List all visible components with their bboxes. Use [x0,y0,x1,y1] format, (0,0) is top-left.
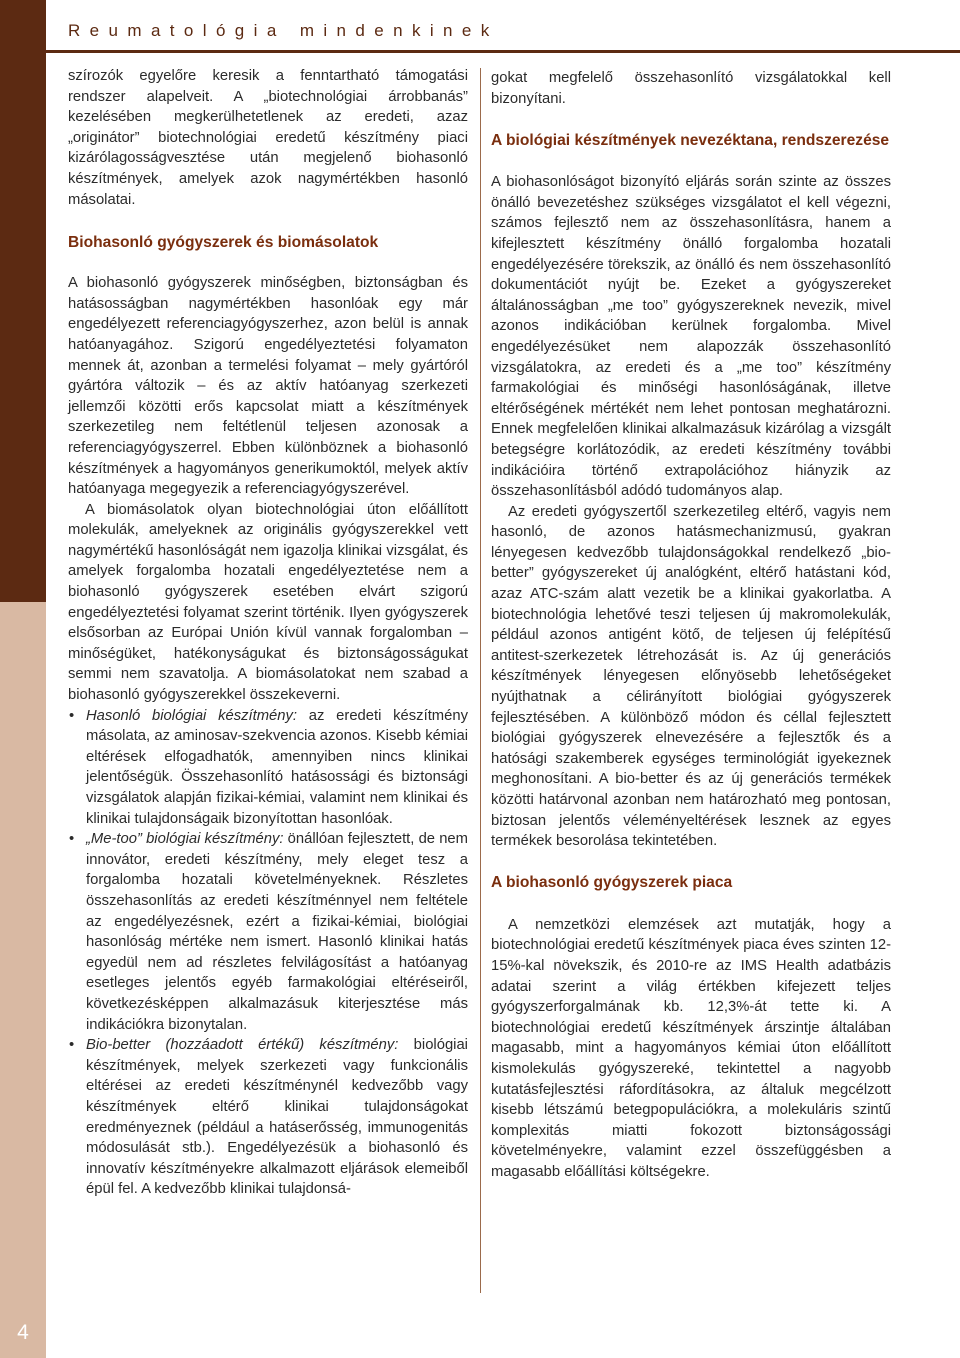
list-item-term: Hasonló biológiai készítmény: [86,707,298,724]
column-divider [480,68,481,1293]
list-item [68,829,468,1035]
paragraph: Az eredeti gyógyszertől szerkezetileg eltérő, vagyis nem hasonló, de azonos hatásmechanizmusú, gyakran lényegesen kedvezőbb tulajdonságokkal rendelkező „bio-better” gyógyszereket új analógként, eltérő hatástani kód, azaz ATC-szám alatt vezetik be a klinikai gyakorlatba. A biotechnológia lehetővé teszi teljesen új makromolekulák, például azonos antigént kötő, de teljesen új felépítésű antitest-szerkezetek létrehozását is. Az új generációs készítmények lényegesen előnyösebb lehetőségeket nyújthatnak a célirányított biológiai gyógyszerek fejlesztésében. A különböző módon és céllal fejlesztett biológiai gyógyszerek elnevezésére a fejlesztők és a hatósági szakemberek egységes terminológiát igyekeznek meghonosítani. A bio-better és az új generációs termékek közötti határvonal azonban nem határozható meg pontosan, biztosan jelentős véleményeltérések lesznek az egyes termékek besorolása tekintetében. [491,503,891,850]
left-column [68,66,468,1200]
list-item [68,706,468,830]
paragraph: A biohasonló gyógyszerek minőségben, biztonságban és hatásosságban nagymértékben hasonlóak egy már engedélyezett referenciagyógyszerhez, azon belül is annak hatóanyagához. Szigorú engedélyeztetési folyamaton mennek át, azonban a termelési folyamat – mely gyártóról gyártóra változik – és az aktív hatóanyag szerkezeti jellemzői közötti erős kapcsolat miatt a készítmények szerkezetileg nem feltétlenül teljesen azonosak a referenciagyógyszerrel. Ebben különböznek a biohasonló készítmények a hagyományos generikumoktól, melyek aktív hatóanyaga megegyezik a referenciagyógyszerével. [68,275,468,498]
paragraph: A biomásolatok olyan biotechnológiai úton előállított molekulák, amelyeknek az originális gyógyszerekkel vett nagymértékű hasonlóságát nem igazolja klinikai vizsgálat, és amelyek forgalomba hozatali engedélyeztetése nem a biohasonló gyógyszerek esetében elvárt szigorú engedélyeztetési folyamat szerint történik. Ilyen gyógyszerek elsősorban az Európai Unión kívül vannak forgalomban – minőségüket, hatékonyságukat és biztonságosságukat semmi nem szavatolja. A biomásolatokat nem szabad a biohasonló gyógyszerekkel összekeverni. [68,501,468,704]
paragraph: A nemzetközi elemzések azt mutatják, hogy a biotechnológiai eredetű készítmények piaca éves szinten 12-15%-kal növekszik, és 2010-re az IMS Health adatbázis adatai szerint a világ értékben kifejezett teljes gyógyszerforgalmának kb. 12,3%-át tette ki. A biotechnológiai eredetű készítmények árszintje általában magasabb, mint a hagyományos kémiai úton előállított kismolekulás gyógyszereké, tekintettel a nagyobb kutatásfejlesztési ráfordításokra, az általuk megcélzott kisebb létszámú betegpopulációkra, a molekuláris szintű komplexitás miatti fokozott biztonságossági követelményekre, valamint ezzel összefüggésben a magasabb előállítási költségekre. [491,916,891,1180]
sidebar-accent-light [0,602,46,1308]
list-item-text: biológiai készítmények, melyek szerkezeti vagy funkcionális eltérései az eredeti készítménynél kedvezőbb vagy készítmények eltérő klinikai tulajdonságokat eredményeznek (például a hatáserősség, immunogenitás módosulását stb.). Engedélyezésük a biohasonló és innovatív készítményekre alkalmazott eljárások elemeiből épül fel. A kedvezőbb klinikai tulajdonsá- [86,1037,468,1198]
sidebar-accent-dark [0,0,46,602]
list-item-term: „Me-too” biológiai készítmény: [86,831,284,848]
header-rule [46,50,960,53]
definition-list [68,706,468,1200]
paragraph: szírozók egyelőre keresik a fenntartható támogatási rendszer alapelveit. A „biotechnológiai árrobbanás” kezelésében megkerülhetetlenek az eredeti, azaz „originátor” biotechnológiai eredetű készítmény piaci kizárólagosságvesztése után megjelenő biohasonló készítmények, amelyek azok nagymértékben hasonló másolatai. [68,68,468,208]
paragraph: A biohasonlóságot bizonyító eljárás során szinte az összes önálló bevezetéshez szükséges vizsgálatot el kell végezni, számos fejlesztő nem az összehasonlításra, hanem a kifejlesztett készítmény önálló forgalomba hozatali engedélyezésére törekszik, az önálló és nem összehasonlító dokumentációt nyújt be. Ezeket a gyógyszereket általánosságban „me too” gyógyszereknek nevezik, mivel azonos indikációban kerülnek forgalomba. Mivel engedélyezésüket nem alapozzák összehasonlító vizsgálatokra, az eredeti és a „me too” készítmény farmakológiai és minőségi hasonlóságának, illetve eltérőségének mértékét nem lehet pontosan meghatározni. Ennek megfelelően klinikai alkalmazásuk kizárólag a vizsgált betegségre korlátozódik, az eredeti készítmény további indikációira történő extrapolációhoz hiányzik az összehasonlításból adódó tudományos alap. [491,174,891,500]
page-number-box [0,1308,46,1358]
section-heading: A biológiai készítmények nevezéktana, rendszerezése [491,132,890,150]
section-heading: A biohasonló gyógyszerek piaca [491,873,733,891]
page-number: 4 [17,1321,29,1344]
list-item-text: önállóan fejlesztett, de nem innovátor, eredeti készítmény, mely eleget tesz a forgalomba hozatali követelményeknek. Részletes összehasonlítás az eredeti készítménnyel nem feltétele az engedélyezésnek, ezért a fizikai-kémiai, biológiai hasonlóság mértéke nem ismert. Hasonló klinikai hatás egyedül nem ad részletes felvilágosítást a hatóanyag esetleges jelentős egyéb farmakológiai eltéréseiről, következésképpen alkalmazásuk kiterjesztése más indikációkra bizonytalan. [86,831,468,1033]
list-item-term: Bio-better (hozzáadott értékű) készítmény: [86,1037,399,1054]
paragraph: gokat megfelelő összehasonlító vizsgálatokkal kell bizonyítani. [491,70,891,107]
list-item [68,1035,468,1200]
list-item-text: az eredeti készítmény másolata, az aminosav-szekvencia azonos. Kisebb kémiai eltérések elfogadhatók, amennyiben nincs klinikai jelentőségük. Összehasonlító hatásossági és biztonsági vizsgálatok alapján fizikai-kémiai, valamint nem klinikai és klinikai tulajdonságaik bizonyítottan hasonlóak. [86,707,468,827]
running-head-title: Reumatológia mindenkinek [68,21,499,40]
section-heading: Biohasonló gyógyszerek és biomásolatok [68,234,379,252]
right-column [491,68,891,1183]
